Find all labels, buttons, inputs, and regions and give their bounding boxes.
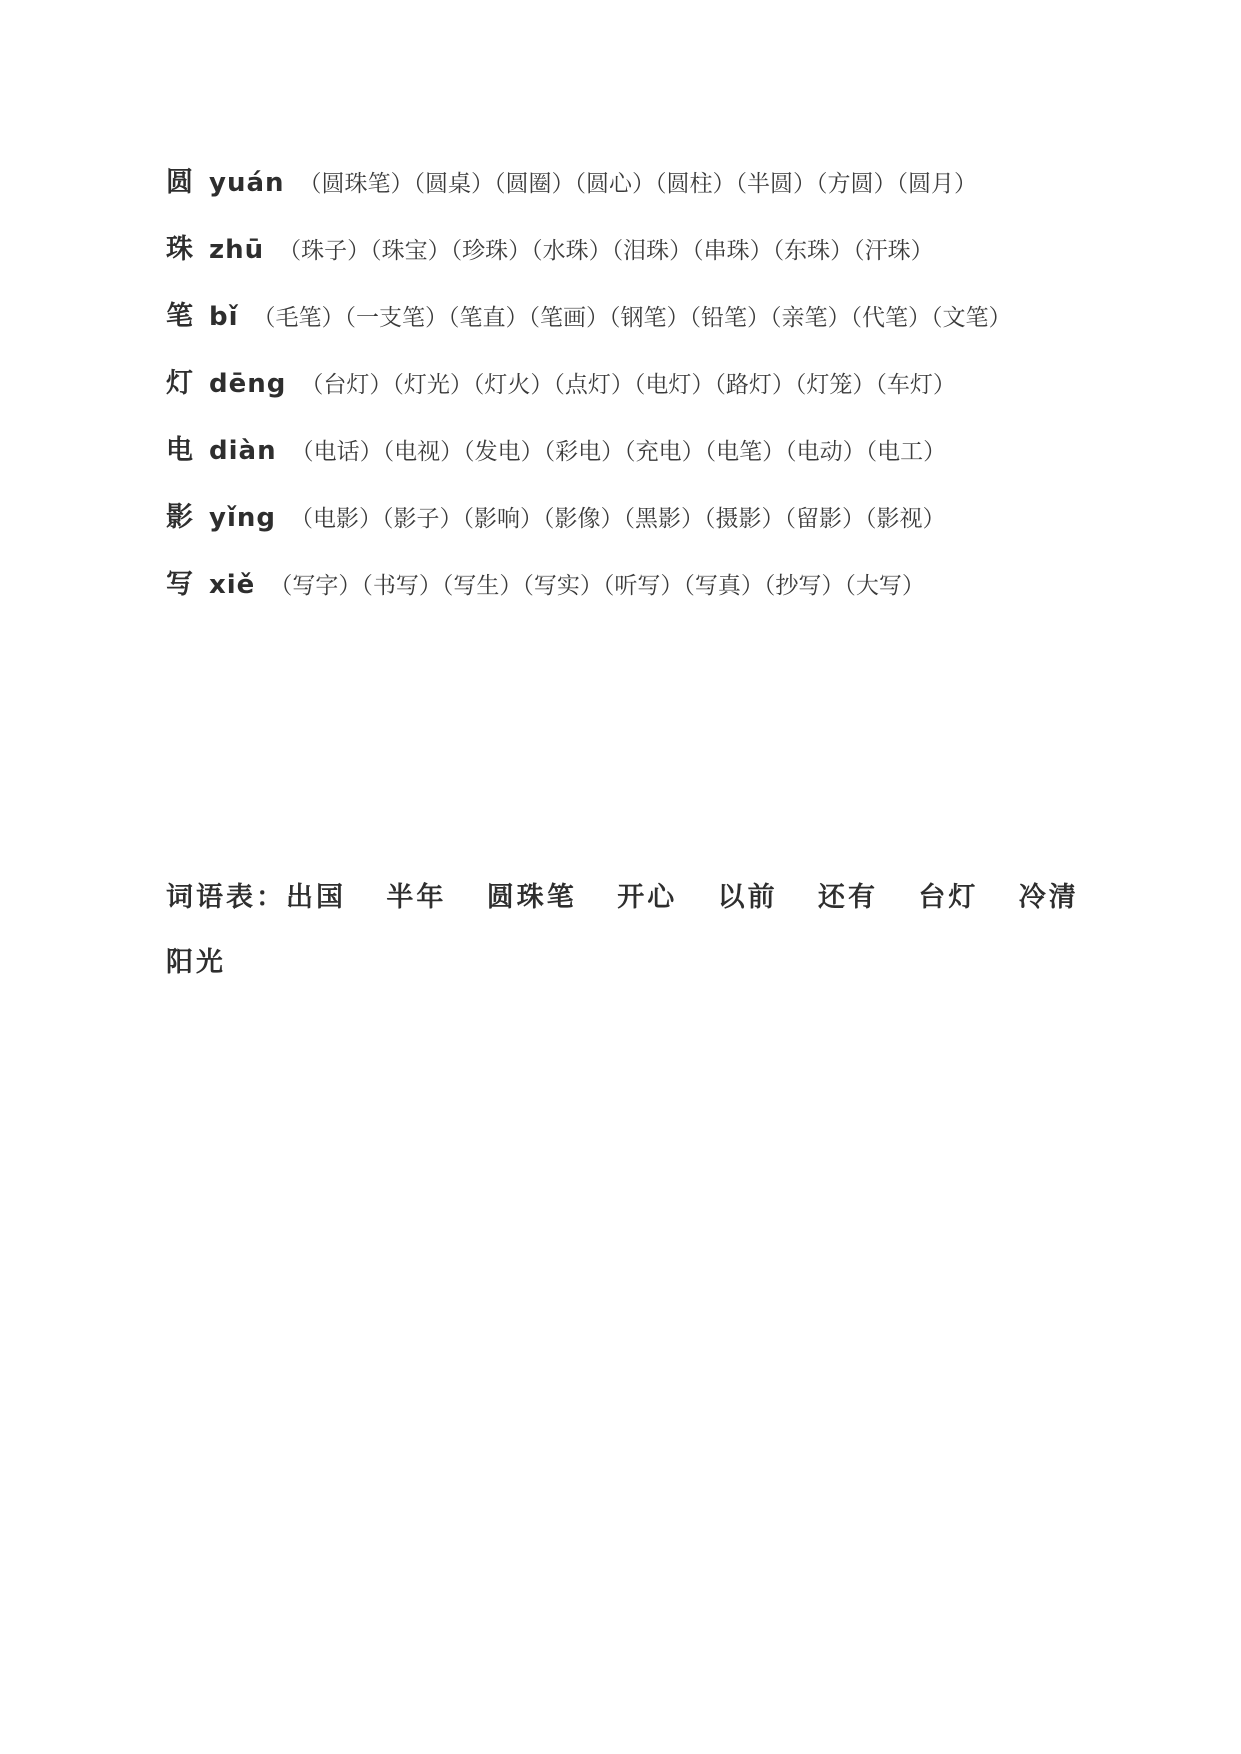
entry-zhu	[166, 217, 1106, 284]
head-character: 圆	[166, 167, 193, 198]
head-character: 笔	[166, 301, 193, 332]
pinyin: dēng	[209, 369, 287, 399]
pinyin: yǐng	[209, 503, 276, 533]
entry-xie	[166, 552, 1106, 619]
head-character: 写	[166, 569, 193, 600]
word-list: （电话）（电视）（发电）（彩电）（充电）（电笔）（电动）（电工）	[290, 439, 947, 465]
pinyin: zhū	[209, 235, 265, 265]
head-character: 灯	[166, 368, 193, 399]
word-list: （电影）（影子）（影响）（影像）（黑影）（摄影）（留影）（影视）	[289, 506, 946, 532]
head-character: 电	[166, 435, 193, 466]
word-list: （珠子）（珠宝）（珍珠）（水珠）（泪珠）（串珠）（东珠）（汗珠）	[278, 238, 934, 264]
word-list: （写字）（书写）（写生）（写实）（听写）（写真）（抄写）（大写）	[269, 573, 925, 599]
word-list: （圆珠笔）（圆桌）（圆圈）（圆心）（圆柱）（半圆）（方圆）（圆月）	[298, 171, 978, 197]
head-character: 珠	[166, 234, 193, 265]
pinyin: yuán	[209, 168, 285, 198]
character-word-list	[166, 150, 1106, 619]
pinyin: xiě	[209, 570, 256, 600]
entry-ying	[166, 485, 1106, 552]
entry-dian	[166, 418, 1106, 485]
entry-yuan	[166, 150, 1106, 217]
entry-deng	[166, 351, 1106, 418]
entry-bi	[166, 284, 1106, 351]
word-list: （台灯）（灯光）（灯火）（点灯）（电灯）（路灯）（灯笼）（车灯）	[300, 372, 956, 398]
head-character: 影	[166, 502, 193, 533]
pinyin: bǐ	[209, 302, 239, 332]
pinyin: diàn	[209, 436, 277, 466]
word-list: （毛笔）（一支笔）（笔直）（笔画）（钢笔）（铅笔）（亲笔）（代笔）（文笔）	[252, 305, 1012, 331]
vocabulary-list: 词语表：出国 半年 圆珠笔 开心 以前 还有 台灯 冷清 阳光	[166, 882, 1079, 978]
